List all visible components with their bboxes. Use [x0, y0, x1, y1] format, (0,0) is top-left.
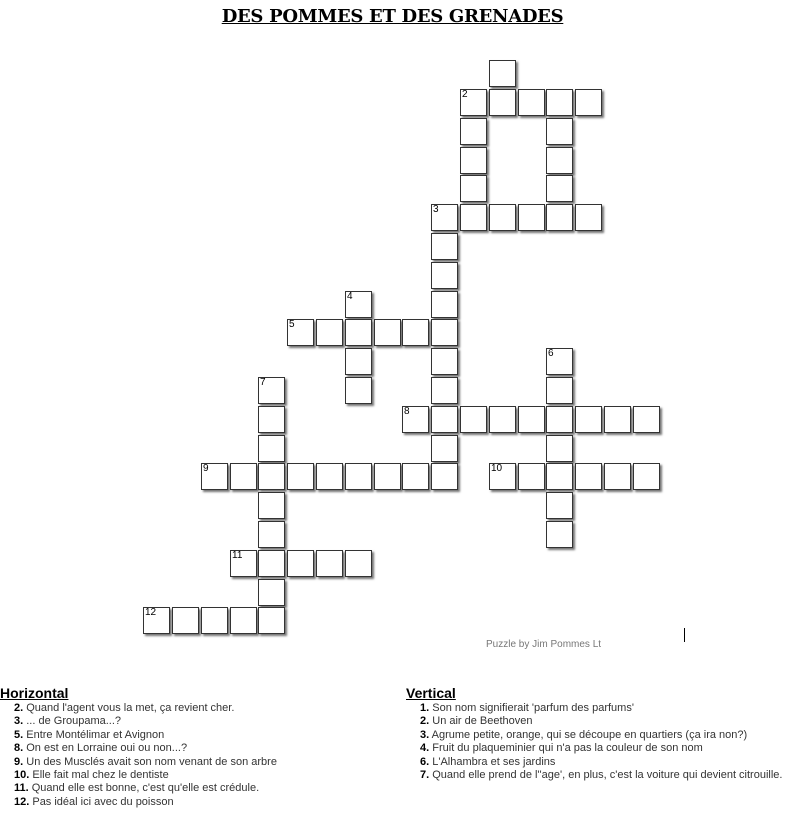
crossword-cell[interactable]	[546, 118, 573, 145]
clue-text: Elle fait mal chez le dentiste	[29, 769, 169, 782]
clue-number: 10	[491, 463, 503, 474]
clue-number: 12	[145, 607, 157, 618]
clue-number: 8	[404, 406, 410, 417]
crossword-cell[interactable]	[489, 406, 516, 433]
crossword-cell[interactable]	[345, 319, 372, 346]
clue-number: 4	[347, 291, 353, 302]
clue-num: 12.	[14, 795, 30, 808]
crossword-cell[interactable]	[546, 204, 573, 231]
crossword-cell[interactable]	[518, 406, 545, 433]
horizontal-clue	[14, 769, 380, 782]
clue-num: 11.	[14, 782, 29, 795]
clue-text: Entre Montélimar et Avignon	[23, 728, 165, 741]
clue-text: Quand elle est bonne, c'est qu'elle est crédule.	[28, 782, 260, 795]
crossword-cell[interactable]	[431, 291, 458, 318]
crossword-cell[interactable]	[201, 463, 228, 490]
crossword-cell[interactable]	[460, 175, 487, 202]
text-cursor	[684, 628, 685, 642]
crossword-cell[interactable]	[374, 319, 401, 346]
clue-num: 7.	[420, 769, 430, 782]
crossword-cell[interactable]	[258, 521, 285, 548]
crossword-cell[interactable]	[575, 406, 602, 433]
crossword-cell[interactable]	[258, 377, 285, 404]
vertical-clue	[420, 769, 789, 782]
crossword-cell[interactable]	[258, 492, 285, 519]
clue-text: ... de Groupama...?	[23, 715, 122, 728]
crossword-cell[interactable]	[431, 319, 458, 346]
crossword-cell[interactable]	[402, 406, 429, 433]
crossword-cell[interactable]	[316, 319, 343, 346]
crossword-cell[interactable]	[431, 406, 458, 433]
clue-text: On est en Lorraine oui ou non...?	[23, 742, 188, 755]
crossword-cell[interactable]	[460, 204, 487, 231]
clue-num: 10.	[14, 769, 30, 782]
crossword-cell[interactable]	[518, 463, 545, 490]
clue-num: 8.	[14, 742, 24, 755]
clue-text: Quand l'agent vous la met, ça revient cher.	[23, 702, 235, 714]
crossword-cell[interactable]	[546, 377, 573, 404]
horizontal-clue-list	[0, 702, 380, 809]
clue-num: 3.	[420, 728, 430, 741]
crossword-cell[interactable]	[316, 550, 343, 577]
clue-num: 4.	[420, 742, 430, 755]
clue-num: 3.	[14, 715, 24, 728]
crossword-cell[interactable]	[460, 118, 487, 145]
crossword-cell[interactable]	[258, 435, 285, 462]
crossword-cell[interactable]	[230, 550, 257, 577]
crossword-cell[interactable]	[460, 406, 487, 433]
clue-number: 11	[232, 550, 243, 561]
crossword-cell[interactable]	[172, 607, 199, 634]
crossword-cell[interactable]	[489, 463, 516, 490]
crossword-cell[interactable]	[287, 463, 314, 490]
crossword-cell[interactable]	[633, 463, 660, 490]
horizontal-clue	[14, 715, 380, 728]
crossword-cell[interactable]	[287, 550, 314, 577]
horizontal-clue	[14, 742, 380, 755]
crossword-cell[interactable]	[374, 463, 401, 490]
crossword-cell[interactable]	[575, 89, 602, 116]
clue-text: Un air de Beethoven	[429, 715, 533, 728]
crossword-cell[interactable]	[345, 348, 372, 375]
crossword-cell[interactable]	[201, 607, 228, 634]
clue-num: 9.	[14, 755, 24, 768]
crossword-cell[interactable]	[431, 204, 458, 231]
clue-num: 2.	[420, 715, 430, 728]
crossword-cell[interactable]	[402, 319, 429, 346]
puzzle-credit: Puzzle by Jim Pommes Lt	[486, 639, 602, 650]
vertical-heading: Vertical	[406, 685, 456, 701]
crossword-cell[interactable]	[546, 463, 573, 490]
clue-text: Fruit du plaqueminier qui n'a pas la couleur de son nom	[429, 742, 703, 755]
horizontal-clue	[14, 782, 380, 795]
crossword-cell[interactable]	[489, 89, 516, 116]
clue-number: 5	[289, 319, 295, 330]
clue-text: Pas idéal ici avec du poisson	[29, 795, 174, 808]
clue-text: Agrume petite, orange, qui se découpe en quartiers (ça ira non?)	[429, 728, 748, 741]
clue-number: 3	[433, 204, 439, 215]
horizontal-clue	[14, 702, 380, 715]
crossword-cell[interactable]	[431, 262, 458, 289]
crossword-cell[interactable]	[431, 233, 458, 260]
crossword-cell[interactable]	[345, 291, 372, 318]
clue-text: L'Alhambra et ses jardins	[429, 755, 556, 768]
horizontal-clue	[14, 796, 380, 809]
vertical-clue	[420, 742, 789, 755]
crossword-cell[interactable]	[258, 579, 285, 606]
crossword-cell[interactable]	[287, 319, 314, 346]
crossword-cell[interactable]	[546, 348, 573, 375]
vertical-clue	[420, 702, 789, 715]
crossword-cell[interactable]	[604, 463, 631, 490]
crossword-cell[interactable]	[546, 147, 573, 174]
crossword-cell[interactable]	[345, 463, 372, 490]
clue-number: 9	[203, 463, 209, 474]
crossword-cell[interactable]	[258, 463, 285, 490]
crossword-cell[interactable]	[431, 435, 458, 462]
vertical-clue-list	[406, 702, 789, 782]
crossword-cell[interactable]	[258, 406, 285, 433]
crossword-cell[interactable]	[230, 463, 257, 490]
horizontal-clue	[14, 756, 380, 769]
clue-num: 6.	[420, 755, 430, 768]
crossword-cell[interactable]	[546, 492, 573, 519]
clue-number: 2	[462, 89, 468, 100]
vertical-clue	[420, 756, 789, 769]
crossword-cell[interactable]	[460, 147, 487, 174]
crossword-cell[interactable]	[604, 406, 631, 433]
clue-number: 7	[260, 377, 266, 388]
crossword-cell[interactable]	[316, 463, 343, 490]
clue-num: 2.	[14, 702, 24, 714]
crossword-cell[interactable]	[489, 204, 516, 231]
crossword-cell[interactable]	[431, 463, 458, 490]
clue-text: Quand elle prend de l''age', en plus, c'est la voiture qui devient citrouille.	[429, 769, 783, 782]
crossword-cell[interactable]	[345, 377, 372, 404]
crossword-cell[interactable]	[143, 607, 170, 634]
crossword-cell[interactable]	[230, 607, 257, 634]
clue-num: 1.	[420, 702, 430, 714]
crossword-cell[interactable]	[345, 550, 372, 577]
crossword-cell[interactable]	[546, 406, 573, 433]
crossword-cell[interactable]	[460, 89, 487, 116]
crossword-cell[interactable]	[546, 435, 573, 462]
crossword-cell[interactable]	[518, 204, 545, 231]
horizontal-clue	[14, 729, 380, 742]
puzzle-title: DES POMMES ET DES GRENADES	[221, 6, 564, 27]
clue-num: 5.	[14, 728, 24, 741]
crossword-cell[interactable]	[258, 550, 285, 577]
crossword-cell[interactable]	[546, 175, 573, 202]
crossword-cell[interactable]	[258, 607, 285, 634]
crossword-cell[interactable]	[431, 377, 458, 404]
horizontal-clues	[0, 685, 380, 809]
clue-text: Son nom signifierait 'parfum des parfums'	[429, 702, 634, 714]
crossword-cell[interactable]	[431, 348, 458, 375]
crossword-cell[interactable]	[489, 60, 516, 87]
crossword-cell[interactable]	[633, 406, 660, 433]
crossword-cell[interactable]	[575, 204, 602, 231]
vertical-clue	[420, 729, 789, 742]
crossword-cell[interactable]	[402, 463, 429, 490]
clue-text: Un des Musclés avait son nom venant de son arbre	[23, 755, 277, 768]
crossword-cell[interactable]	[518, 89, 545, 116]
crossword-cell[interactable]	[546, 521, 573, 548]
vertical-clue	[420, 715, 789, 728]
vertical-clues	[406, 685, 789, 782]
crossword-cell[interactable]	[575, 463, 602, 490]
clue-number: 6	[548, 348, 554, 359]
horizontal-heading: Horizontal	[0, 685, 69, 701]
crossword-cell[interactable]	[546, 89, 573, 116]
